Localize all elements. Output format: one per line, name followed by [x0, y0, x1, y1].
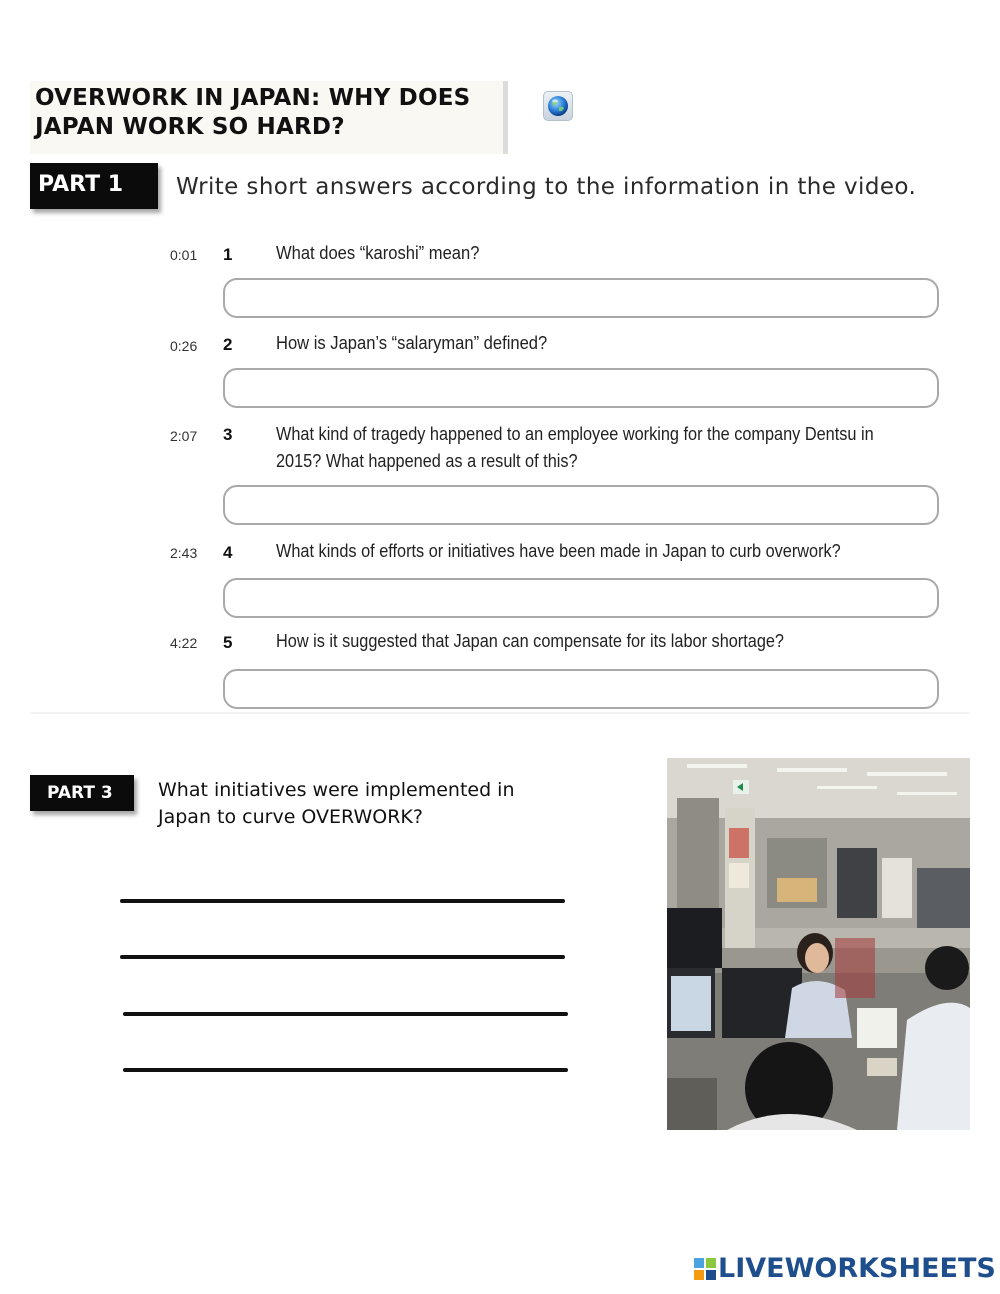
writing-line-2[interactable]: [120, 955, 565, 959]
writing-line-3[interactable]: [123, 1012, 568, 1016]
question-4-timestamp: 2:43: [170, 545, 198, 561]
question-5-number: 5: [223, 633, 233, 652]
globe-link-icon[interactable]: [543, 91, 573, 121]
writing-line-4[interactable]: [123, 1068, 568, 1072]
worksheet-title: [35, 84, 505, 142]
section-divider: [30, 712, 970, 714]
title-line-2: JAPAN WORK SO HARD?: [35, 114, 345, 140]
question-5-text: How is it suggested that Japan can compensate for its labor shortage?: [276, 631, 785, 651]
question-3-text-line-1: What kind of tragedy happened to an employee working for the company Dentsu in: [276, 424, 874, 444]
part-3-label: PART 3: [30, 775, 134, 811]
answer-field-3[interactable]: [223, 485, 939, 525]
question-3-text-line-2: 2015? What happened as a result of this?: [276, 451, 578, 471]
question-1-number: 1: [223, 245, 233, 264]
answer-field-1[interactable]: [223, 278, 939, 318]
part-1-instruction: Write short answers according to the information in the video.: [176, 174, 917, 200]
part-3-question: [158, 777, 558, 831]
question-2-text: How is Japan’s “salaryman” defined?: [276, 333, 548, 353]
question-4-number: 4: [223, 543, 233, 562]
question-1-text: What does “karoshi” mean?: [276, 243, 480, 263]
question-1-timestamp: 0:01: [170, 247, 198, 263]
answer-field-5[interactable]: [223, 669, 939, 709]
question-4-text: What kinds of efforts or initiatives have been made in Japan to curb overwork?: [276, 541, 841, 561]
part-3-question-line-2: Japan to curve OVERWORK?: [158, 806, 423, 828]
answer-field-2[interactable]: [223, 368, 939, 408]
writing-line-1[interactable]: [120, 899, 565, 903]
question-3-timestamp: 2:07: [170, 428, 198, 444]
liveworksheets-logo-text[interactable]: LIVEWORKSHEETS: [718, 1253, 996, 1284]
office-photo: [667, 758, 970, 1130]
part-3-question-line-1: What initiatives were implemented in: [158, 779, 515, 801]
question-3-text: [276, 421, 874, 475]
question-5-timestamp: 4:22: [170, 635, 198, 651]
part-1-label: PART 1: [30, 163, 158, 209]
question-3-number: 3: [223, 425, 233, 444]
question-2-number: 2: [223, 335, 233, 354]
question-2-timestamp: 0:26: [170, 338, 198, 354]
answer-field-4[interactable]: [223, 578, 939, 618]
title-line-1: OVERWORK IN JAPAN: WHY DOES: [35, 85, 471, 111]
liveworksheets-logo-icon: [694, 1258, 716, 1280]
